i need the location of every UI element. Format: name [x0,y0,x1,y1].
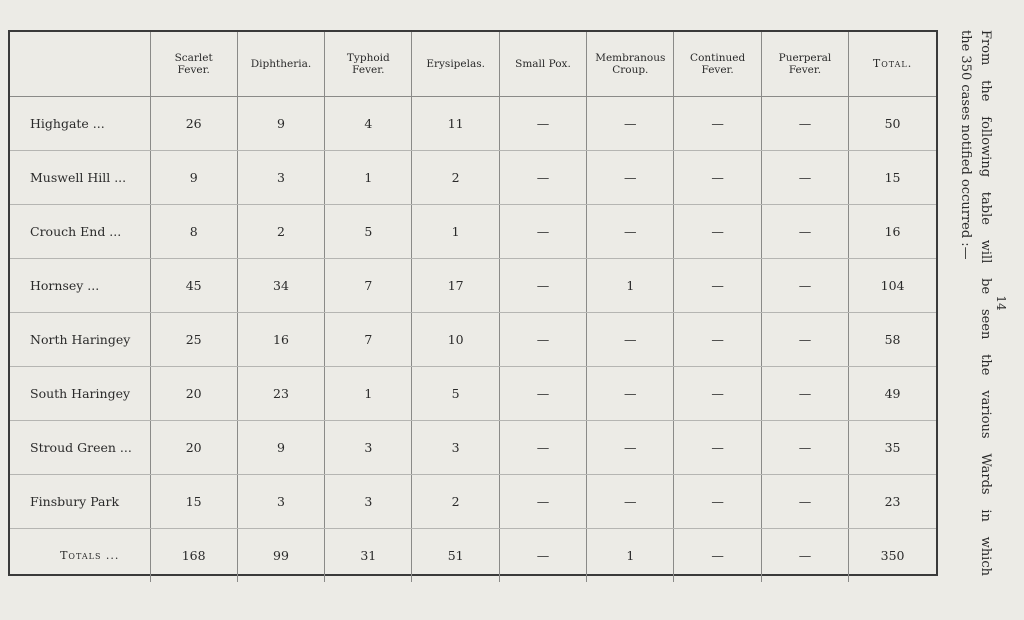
table-cell: — [499,312,586,366]
table-cell: 1 [325,366,412,420]
header-erysipelas: Erysipelas. [412,32,499,96]
table-cell: 15 [150,474,237,528]
totals-row [10,528,936,582]
table-cell: — [674,204,761,258]
table-cell: — [587,312,674,366]
table-cell: — [674,528,761,582]
table-cell: 5 [325,204,412,258]
table-cell: 35 [849,420,936,474]
header-total: Total. [849,32,936,96]
table-cell: 5 [412,366,499,420]
table-cell: 16 [849,204,936,258]
table-cell: 16 [237,312,324,366]
table-cell: 1 [325,150,412,204]
table-cell: 49 [849,366,936,420]
totals-label: Totals ... [10,528,150,582]
table-row [10,420,936,474]
table-cell: 99 [237,528,324,582]
table-cell: 3 [237,474,324,528]
table-cell: — [761,474,848,528]
table-cell: 58 [849,312,936,366]
table-cell: 4 [325,96,412,150]
table-cell: 7 [325,312,412,366]
header-small-pox: Small Pox. [499,32,586,96]
header-diphtheria: Diphtheria. [237,32,324,96]
intro-line-1: From the following table will be seen the various Wards in which [978,30,993,576]
table-cell: 26 [150,96,237,150]
table-cell: 3 [237,150,324,204]
table-cell: 7 [325,258,412,312]
intro-line-2: the 350 cases notified occurred :— [958,30,973,260]
table-cell: 104 [849,258,936,312]
ward-name: North Haringey [10,312,150,366]
table-cell: 45 [150,258,237,312]
table-cell: 1 [587,528,674,582]
table-cell: — [499,96,586,150]
table-cell: 2 [237,204,324,258]
table-cell: 25 [150,312,237,366]
table-row [10,312,936,366]
header-scarlet-fever: Scarlet Fever. [150,32,237,96]
table-cell: — [674,366,761,420]
table-cell: — [499,204,586,258]
table-cell: 2 [412,474,499,528]
table-cell: — [499,420,586,474]
table-cell: — [587,150,674,204]
table-cell: 23 [237,366,324,420]
data-table [10,32,936,582]
table-row [10,474,936,528]
table-cell: — [761,312,848,366]
table-row [10,150,936,204]
table-cell: 3 [325,420,412,474]
table-cell: 9 [237,420,324,474]
ward-name: Finsbury Park [10,474,150,528]
table-cell: — [587,96,674,150]
header-continued-fever: Continued Fever. [674,32,761,96]
table-cell: 3 [325,474,412,528]
table-cell: — [674,474,761,528]
table-cell: — [761,366,848,420]
table-cell: 2 [412,150,499,204]
table-row [10,258,936,312]
table-cell: 3 [412,420,499,474]
table-cell: 51 [412,528,499,582]
header-typhoid-fever: Typhoid Fever. [325,32,412,96]
table-row [10,204,936,258]
table-cell: 23 [849,474,936,528]
side-caption [952,30,1012,576]
table-row [10,366,936,420]
header-membranous-croup: Membranous Croup. [587,32,674,96]
table-cell: 168 [150,528,237,582]
table-cell: — [587,366,674,420]
header-puerperal-fever: Puerperal Fever. [761,32,848,96]
table-cell: — [674,96,761,150]
table-cell: — [499,366,586,420]
header-cell [10,32,150,96]
table-cell: — [499,528,586,582]
table-cell: 1 [412,204,499,258]
table-cell: 20 [150,366,237,420]
ward-name: Stroud Green ... [10,420,150,474]
table-cell: — [761,528,848,582]
table-cell: — [761,258,848,312]
page-number: 14 [994,295,1008,311]
table-cell: 9 [150,150,237,204]
table-cell: — [587,204,674,258]
table-cell: 9 [237,96,324,150]
table-cell: — [674,312,761,366]
table-cell: 10 [412,312,499,366]
table-cell: — [499,150,586,204]
table-cell: — [761,150,848,204]
ward-name: Muswell Hill ... [10,150,150,204]
table-cell: — [674,150,761,204]
ward-name: Hornsey ... [10,258,150,312]
table-row [10,96,936,150]
table-cell: — [761,204,848,258]
ward-name: South Haringey [10,366,150,420]
table-cell: 1 [587,258,674,312]
table-cell: — [761,96,848,150]
table-cell: 8 [150,204,237,258]
ward-name: Highgate ... [10,96,150,150]
table-cell: 11 [412,96,499,150]
table-cell: 34 [237,258,324,312]
table-cell: 15 [849,150,936,204]
table-cell: — [499,258,586,312]
ward-disease-table [8,30,938,576]
table-cell: — [674,258,761,312]
header-row [10,32,936,96]
table-cell: 50 [849,96,936,150]
ward-name: Crouch End ... [10,204,150,258]
table-cell: — [761,420,848,474]
table-cell: — [499,474,586,528]
table-cell: 350 [880,547,905,563]
table-cell: 20 [150,420,237,474]
table-cell: — [587,474,674,528]
table-cell: — [587,420,674,474]
table-cell: 31 [325,528,412,582]
table-cell: 17 [412,258,499,312]
table-cell: — [674,420,761,474]
